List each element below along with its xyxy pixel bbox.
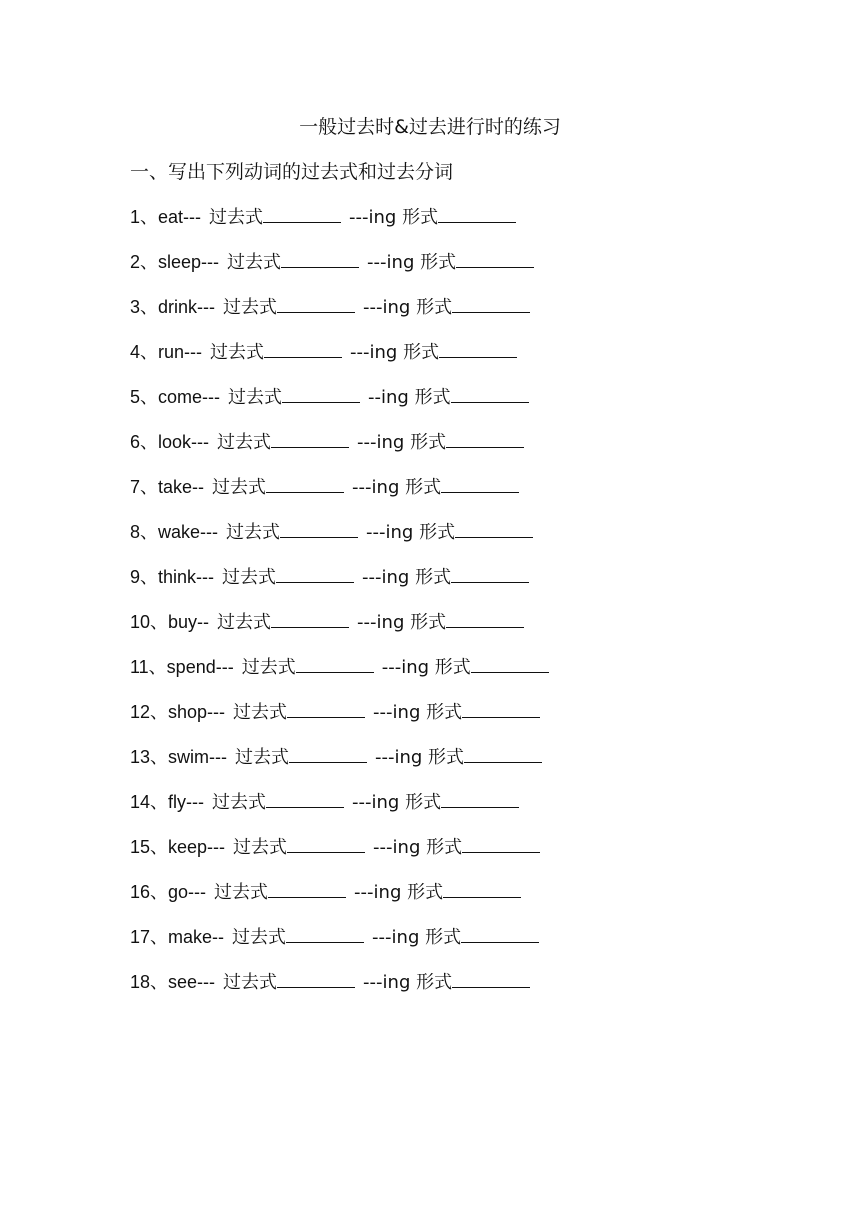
ing-form-label: ing 形式 (381, 567, 452, 588)
ing-form-blank[interactable] (451, 564, 529, 583)
ing-form-blank[interactable] (461, 924, 539, 943)
past-tense-blank[interactable] (289, 744, 367, 763)
ing-form-label: ing 形式 (392, 837, 463, 858)
exercise-list (130, 204, 549, 1014)
past-tense-label: 过去式 (233, 837, 288, 858)
ing-dashes: --- (354, 882, 374, 903)
verb-prompt: 9、think--- (130, 567, 215, 587)
past-tense-blank[interactable] (281, 249, 359, 268)
exercise-item (130, 384, 549, 429)
ing-form-label: ing 形式 (382, 972, 453, 993)
ing-form-label: ing 形式 (382, 297, 453, 318)
ing-dashes: --- (373, 837, 393, 858)
exercise-item (130, 789, 549, 834)
past-tense-label: 过去式 (210, 342, 265, 363)
past-tense-blank[interactable] (276, 564, 354, 583)
exercise-item (130, 564, 549, 609)
ing-form-label: ing 形式 (371, 792, 442, 813)
ing-dashes: --- (373, 702, 393, 723)
verb-prompt: 3、drink--- (130, 297, 216, 317)
verb-prompt: 1、eat--- (130, 207, 202, 227)
verb-prompt: 5、come--- (130, 387, 221, 407)
ing-form-blank[interactable] (464, 744, 542, 763)
past-tense-label: 过去式 (232, 927, 287, 948)
verb-prompt: 7、take-- (130, 477, 205, 497)
ing-form-blank[interactable] (462, 834, 540, 853)
verb-prompt: 18、see--- (130, 972, 216, 992)
ing-dashes: --- (367, 252, 387, 273)
past-tense-label: 过去式 (212, 477, 267, 498)
exercise-item (130, 429, 549, 474)
past-tense-blank[interactable] (277, 969, 355, 988)
past-tense-label: 过去式 (233, 702, 288, 723)
past-tense-blank[interactable] (280, 519, 358, 538)
ing-form-blank[interactable] (446, 609, 524, 628)
ing-form-blank[interactable] (446, 429, 524, 448)
ing-form-blank[interactable] (471, 654, 549, 673)
past-tense-label: 过去式 (214, 882, 269, 903)
ing-form-blank[interactable] (441, 789, 519, 808)
exercise-item (130, 474, 549, 519)
past-tense-blank[interactable] (287, 699, 365, 718)
ing-dashes: --- (352, 792, 372, 813)
past-tense-blank[interactable] (296, 654, 374, 673)
ing-dashes: --- (357, 432, 377, 453)
past-tense-blank[interactable] (287, 834, 365, 853)
ing-form-blank[interactable] (443, 879, 521, 898)
exercise-item (130, 609, 549, 654)
exercise-item (130, 249, 549, 294)
ing-form-blank[interactable] (451, 384, 529, 403)
verb-prompt: 10、buy-- (130, 612, 210, 632)
ing-form-label: ing 形式 (401, 657, 471, 678)
ing-dashes: --- (363, 297, 383, 318)
ing-form-label: ing 形式 (376, 612, 447, 633)
ing-dashes: --- (375, 747, 395, 768)
section-heading: 一、写出下列动词的过去式和过去分词 (130, 161, 454, 183)
past-tense-label: 过去式 (209, 207, 264, 228)
ing-form-label: ing 形式 (391, 927, 462, 948)
verb-prompt: 2、sleep--- (130, 252, 220, 272)
past-tense-blank[interactable] (264, 339, 342, 358)
ing-dashes: --- (366, 522, 386, 543)
past-tense-blank[interactable] (286, 924, 364, 943)
past-tense-label: 过去式 (235, 747, 289, 768)
ing-form-blank[interactable] (439, 339, 517, 358)
ing-dashes: --- (357, 612, 377, 633)
ing-form-label: ing 形式 (386, 252, 457, 273)
ing-dashes: --- (352, 477, 372, 498)
past-tense-blank[interactable] (271, 609, 349, 628)
ing-form-blank[interactable] (441, 474, 519, 493)
exercise-item (130, 339, 549, 384)
past-tense-label: 过去式 (217, 612, 272, 633)
verb-prompt: 12、shop--- (130, 702, 226, 722)
exercise-item (130, 834, 549, 879)
past-tense-label: 过去式 (223, 297, 278, 318)
ing-form-label: ing 形式 (385, 522, 456, 543)
ing-form-label: ing 形式 (373, 882, 444, 903)
ing-form-label: ing 形式 (376, 432, 447, 453)
verb-prompt: 8、wake--- (130, 522, 219, 542)
past-tense-label: 过去式 (241, 657, 296, 678)
ing-form-label: ing 形式 (368, 207, 439, 228)
page-title: 一般过去时&过去进行时的练习 (299, 116, 561, 138)
ing-dashes: --- (349, 207, 369, 228)
past-tense-blank[interactable] (282, 384, 360, 403)
verb-prompt: 11、spend--- (130, 657, 234, 677)
verb-prompt: 4、run--- (130, 342, 203, 362)
verb-prompt: 15、keep--- (130, 837, 226, 857)
ing-form-blank[interactable] (456, 249, 534, 268)
exercise-item (130, 969, 549, 1014)
ing-form-label: ing 形式 (381, 387, 451, 408)
past-tense-blank[interactable] (277, 294, 355, 313)
past-tense-label: 过去式 (222, 567, 277, 588)
exercise-item (130, 699, 549, 744)
past-tense-blank[interactable] (271, 429, 349, 448)
exercise-item (130, 204, 549, 249)
past-tense-label: 过去式 (212, 792, 267, 813)
past-tense-label: 过去式 (226, 522, 281, 543)
exercise-item (130, 924, 549, 969)
ing-form-blank[interactable] (438, 204, 516, 223)
past-tense-label: 过去式 (228, 387, 283, 408)
past-tense-label: 过去式 (217, 432, 272, 453)
ing-dashes: --- (362, 567, 382, 588)
ing-dashes: --- (372, 927, 392, 948)
ing-form-blank[interactable] (462, 699, 540, 718)
past-tense-label: 过去式 (223, 972, 278, 993)
ing-form-label: ing 形式 (371, 477, 442, 498)
ing-form-blank[interactable] (452, 969, 530, 988)
ing-dashes: --- (381, 657, 402, 678)
exercise-item (130, 294, 549, 339)
ing-form-blank[interactable] (452, 294, 530, 313)
past-tense-blank[interactable] (266, 789, 344, 808)
verb-prompt: 16、go--- (130, 882, 207, 902)
past-tense-blank[interactable] (263, 204, 341, 223)
past-tense-blank[interactable] (268, 879, 346, 898)
ing-dashes: -- (368, 387, 382, 408)
ing-form-blank[interactable] (455, 519, 533, 538)
past-tense-label: 过去式 (227, 252, 282, 273)
verb-prompt: 6、look--- (130, 432, 210, 452)
ing-dashes: --- (363, 972, 383, 993)
ing-form-label: ing 形式 (369, 342, 440, 363)
exercise-item (130, 744, 549, 789)
ing-dashes: --- (350, 342, 370, 363)
verb-prompt: 14、fly--- (130, 792, 205, 812)
ing-form-label: ing 形式 (392, 702, 463, 723)
exercise-item (130, 879, 549, 924)
verb-prompt: 17、make-- (130, 927, 225, 947)
exercise-item (130, 519, 549, 564)
exercise-item (130, 654, 549, 699)
verb-prompt: 13、swim--- (130, 747, 227, 767)
ing-form-label: ing 形式 (394, 747, 465, 768)
past-tense-blank[interactable] (266, 474, 344, 493)
